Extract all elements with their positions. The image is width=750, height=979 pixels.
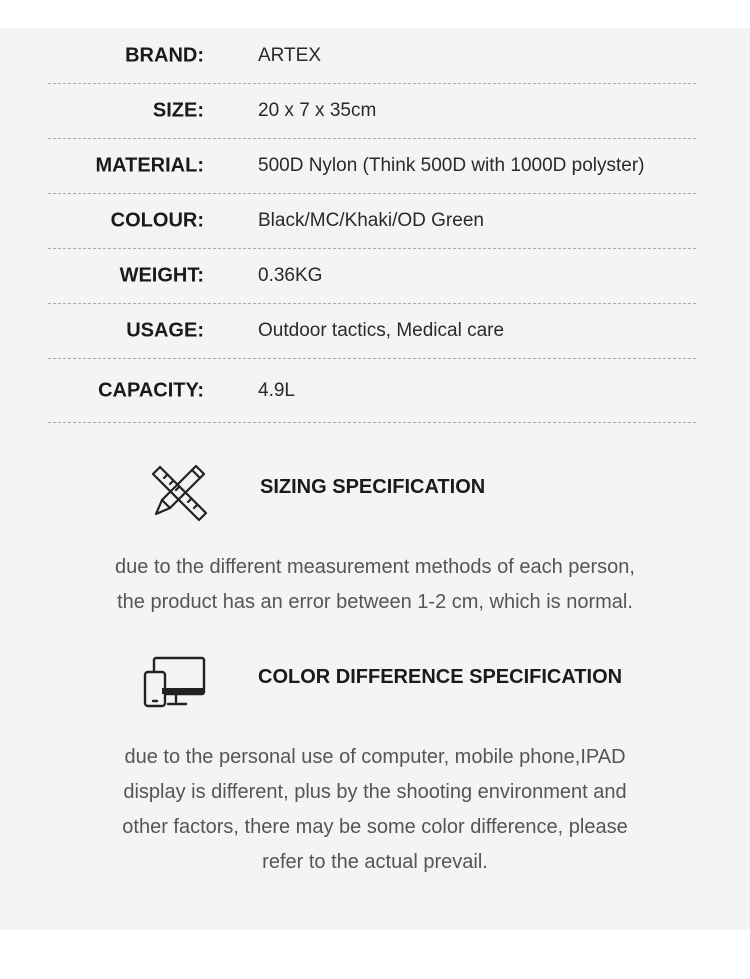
spec-row-usage bbox=[48, 304, 696, 359]
spec-value: Black/MC/Khaki/OD Green bbox=[258, 210, 484, 231]
spec-label: CAPACITY: bbox=[98, 379, 204, 401]
spec-value: 20 x 7 x 35cm bbox=[258, 100, 377, 121]
spec-value: ARTEX bbox=[258, 44, 322, 66]
spec-value: 0.36KG bbox=[258, 265, 323, 286]
spec-label: USAGE: bbox=[126, 319, 204, 342]
spec-value: Outdoor tactics, Medical care bbox=[258, 320, 505, 341]
section-title: SIZING SPECIFICATION bbox=[260, 476, 486, 498]
spec-value: 500D Nylon (Think 500D with 1000D polyster) bbox=[258, 155, 645, 176]
color-diff-line: display is different, plus by the shooting environment and bbox=[123, 781, 627, 803]
ruler-pencil-icon bbox=[148, 462, 212, 522]
sizing-line: due to the different measurement methods of each person, bbox=[115, 556, 635, 578]
color-diff-line: refer to the actual prevail. bbox=[262, 851, 488, 873]
color-diff-line: due to the personal use of computer, mobile phone,IPAD bbox=[124, 746, 626, 768]
spec-row-material bbox=[48, 139, 696, 194]
spec-label: SIZE: bbox=[152, 99, 204, 122]
spec-row-size bbox=[48, 84, 696, 139]
section-title: COLOR DIFFERENCE SPECIFICATION bbox=[258, 666, 623, 688]
spec-value: 4.9L bbox=[258, 379, 295, 401]
spec-table bbox=[48, 28, 696, 423]
color-diff-text bbox=[60, 740, 690, 880]
spec-label: WEIGHT: bbox=[119, 264, 204, 287]
spec-label: COLOUR: bbox=[110, 209, 204, 232]
spec-row-colour bbox=[48, 194, 696, 249]
devices-icon bbox=[142, 654, 206, 714]
spec-row-capacity bbox=[48, 359, 696, 423]
sizing-line: the product has an error between 1-2 cm, which is normal. bbox=[117, 591, 633, 613]
color-diff-line: other factors, there may be some color difference, please bbox=[122, 816, 628, 838]
spec-label: BRAND: bbox=[125, 44, 204, 66]
spec-row-brand bbox=[48, 28, 696, 84]
spec-label: MATERIAL: bbox=[95, 154, 204, 177]
spec-row-weight bbox=[48, 249, 696, 304]
sizing-text bbox=[60, 550, 690, 620]
